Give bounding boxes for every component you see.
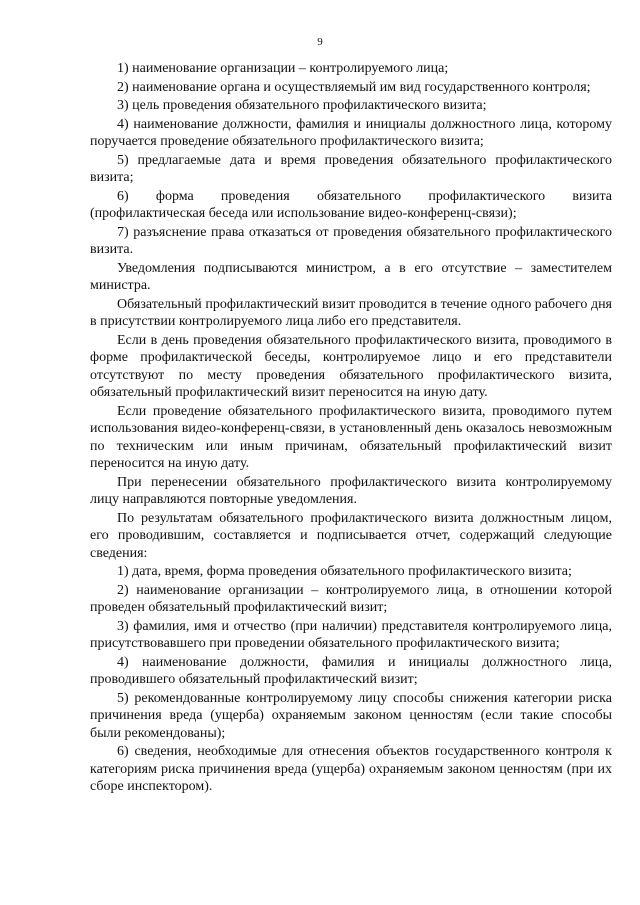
list-item: 2) наименование организации – контролируемого лица, в отношении которой проведен обязательный профилактический визит;: [90, 582, 612, 615]
body-paragraph: По результатам обязательного профилактического визита должностным лицом, его проводившим, составляется и подписывается отчет, содержащий следующие сведения:: [90, 510, 612, 561]
list-item: 3) цель проведения обязательного профилактического визита;: [117, 98, 487, 113]
list-item: 6) сведения, необходимые для отнесения объектов государственного контроля к категориям риска причинения вреда (ущерба) охраняемым законом ценностям (при их сборе инспектором).: [90, 744, 612, 794]
document-body: [90, 60, 612, 797]
list-item: 7) разъяснение права отказаться от проведения обязательного профилактического визита.: [90, 224, 612, 257]
list-item: 5) предлагаемые дата и время проведения обязательного профилактического визита;: [90, 152, 612, 185]
list-item: 3) фамилия, имя и отчество (при наличии) представителя контролируемого лица, присутствовавшего при проведении обязательного профилактического визита;: [90, 618, 612, 651]
body-paragraph: Если в день проведения обязательного профилактического визита, проводимого в форме профилактической беседы, контролируемое лицо и его представители отсутствуют по месту проведения обязательного профилактического визита, обязательный профилактический визит переносится на иную дату.: [90, 332, 612, 400]
list-item: 4) наименование должности, фамилия и инициалы должностного лица, которому поручается проведение обязательного профилактического визита;: [90, 116, 612, 149]
body-paragraph: Если проведение обязательного профилактического визита, проводимого путем использования видео-конференц-связи, в установленный день оказалось невозможным по техническим или иным причинам, обязательный профилактический визит переносится на иную дату.: [90, 403, 612, 471]
list-item: 2) наименование органа и осуществляемый им вид государственного контроля;: [117, 79, 591, 95]
body-paragraph: Уведомления подписываются министром, а в его отсутствие – заместителем министра.: [90, 260, 612, 293]
list-item: 1) дата, время, форма проведения обязательного профилактического визита;: [117, 564, 572, 579]
body-paragraph: Обязательный профилактический визит проводится в течение одного рабочего дня в присутствии контролируемого лица либо его представителя.: [90, 296, 612, 329]
list-item: 5) рекомендованные контролируемому лицу способы снижения категории риска причинения вреда (ущерба) охраняемым законом ценностям (если такие способы были рекомендованы);: [90, 690, 612, 741]
list-item: 6) форма проведения обязательного профилактического визита (профилактическая беседа или использование видео-конференц-связи);: [90, 188, 612, 221]
list-item: 4) наименование должности, фамилия и инициалы должностного лица, проводившего обязательный профилактический визит;: [90, 654, 612, 687]
page-number: 9: [317, 36, 323, 48]
body-paragraph: При перенесении обязательного профилактического визита контролируемому лицу направляются повторные уведомления.: [90, 474, 612, 507]
list-item: 1) наименование организации – контролируемого лица;: [117, 61, 449, 76]
